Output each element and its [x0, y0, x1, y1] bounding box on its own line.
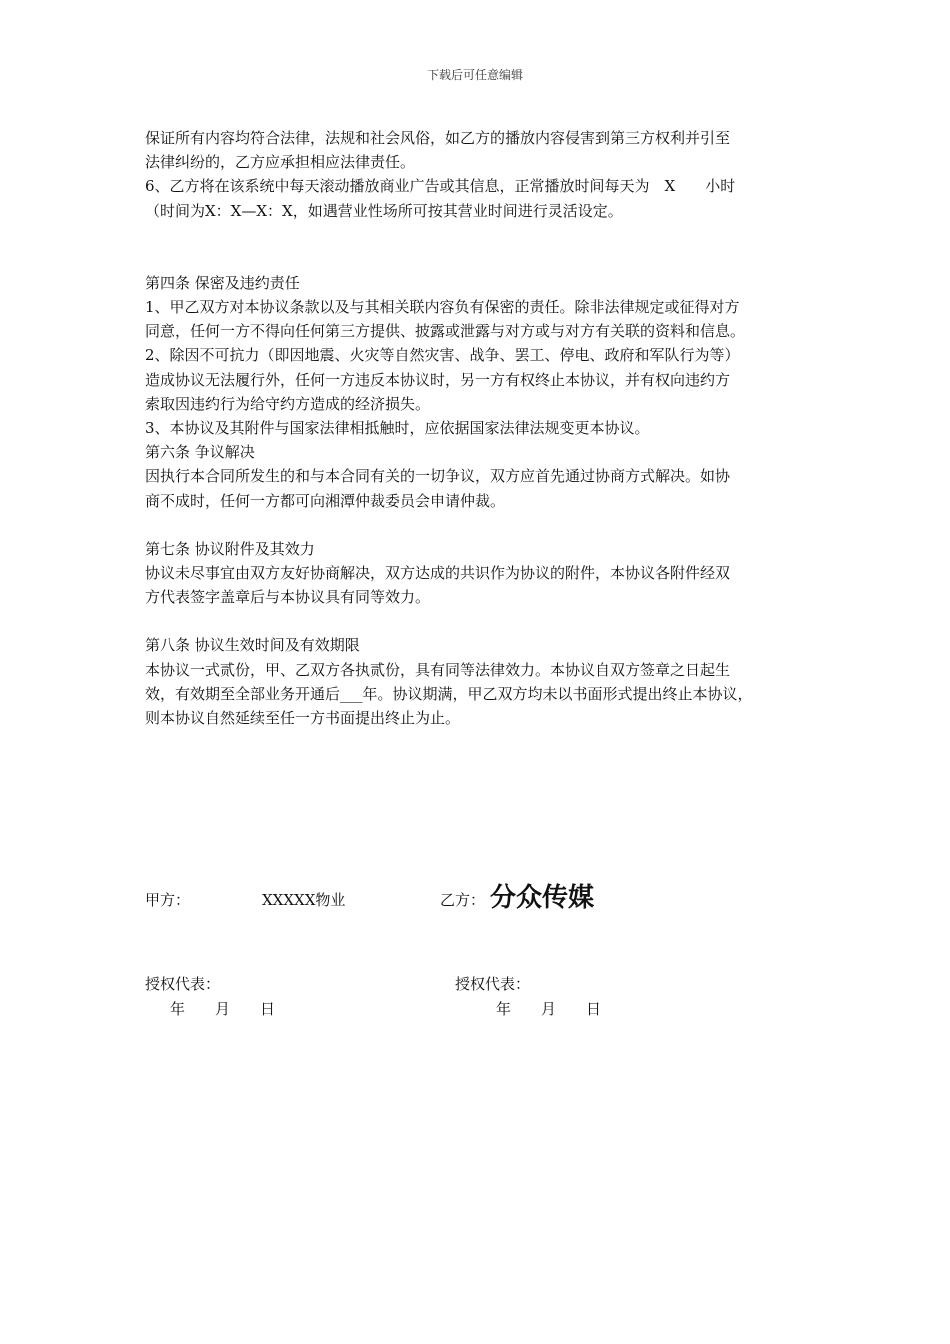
paragraph-line: 3、本协议及其附件与国家法律相抵触时，应依据国家法律法规变更本协议。 — [145, 419, 650, 438]
party-a-name: XXXXX物业 — [262, 891, 346, 909]
paragraph-line: 本协议一式贰份，甲、乙双方各执贰份，具有同等法律效力。本协议自双方签章之日起生 — [145, 660, 731, 679]
paragraph-line: 2、除因不可抗力（即因地震、火灾等自然灾害、战争、罢工、停电、政府和军队行为等） — [145, 346, 740, 365]
paragraph-line: 造成协议无法履行外，任何一方违反本协议时，另一方有权终止本协议，并有权向违约方 — [145, 370, 731, 389]
section-heading: 第八条 协议生效时间及有效期限 — [145, 636, 360, 655]
page-header: 下载后可任意编辑 — [426, 68, 523, 82]
paragraph-line: 则本协议自然延续至任一方书面提出终止为止。 — [145, 709, 461, 728]
date-a: 年 月 日 — [170, 1000, 276, 1018]
section-heading: 第七条 协议附件及其效力 — [145, 539, 315, 558]
section-heading: 第六条 争议解决 — [145, 443, 255, 462]
party-b-name: 分众传媒 — [490, 883, 595, 913]
paragraph-line: 1、甲乙双方对本协议条款以及与其相关联内容负有保密的责任。除非法律规定或征得对方 — [145, 298, 740, 317]
paragraph-line: 法律纠纷的，乙方应承担相应法律责任。 — [145, 153, 416, 172]
rep-a-label: 授权代表： — [145, 975, 221, 993]
paragraph-line: 效，有效期至全部业务开通后___年。协议期满，甲乙双方均未以书面形式提出终止本协议， — [145, 684, 753, 703]
paragraph-line: （时间为X：X—X：X，如遇营业性场所可按其营业时间进行灵活设定。 — [145, 201, 623, 220]
party-a-label: 甲方： — [145, 891, 191, 909]
rep-b-label: 授权代表： — [455, 975, 531, 993]
section-heading: 第四条 保密及违约责任 — [145, 273, 300, 292]
paragraph-line: 方代表签字盖章后与本协议具有同等效力。 — [145, 588, 431, 607]
party-b-label: 乙方： — [440, 891, 486, 909]
paragraph-line: 6、乙方将在该系统中每天滚动播放商业广告或其信息，正常播放时间每天为 X 小时 — [145, 177, 736, 196]
paragraph-line: 索取因违约行为给守约方造成的经济损失。 — [145, 394, 431, 413]
paragraph-line: 同意，任何一方不得向任何第三方提供、披露或泄露与对方或与对方有关联的资料和信息。 — [145, 322, 746, 341]
date-b: 年 月 日 — [496, 1000, 602, 1018]
paragraph-line: 因执行本合同所发生的和与本合同有关的一切争议，双方应首先通过协商方式解决。如协 — [145, 467, 731, 486]
paragraph-line: 商不成时，任何一方都可向湘潭仲裁委员会申请仲裁。 — [145, 491, 506, 510]
paragraph-line: 保证所有内容均符合法律，法规和社会风俗，如乙方的播放内容侵害到第三方权利并引至 — [145, 129, 731, 147]
document-body — [145, 126, 820, 730]
paragraph-line: 协议未尽事宜由双方友好协商解决，双方达成的共识作为协议的附件，本协议各附件经双 — [145, 564, 731, 583]
